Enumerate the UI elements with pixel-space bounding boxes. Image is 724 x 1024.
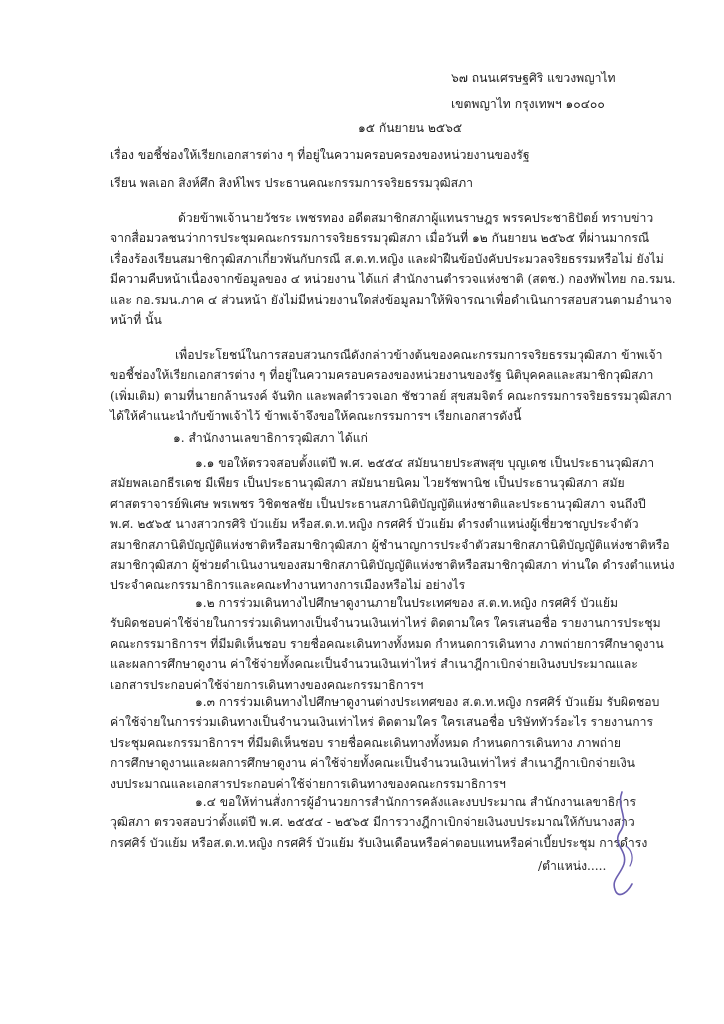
item-1-3-line: ๑.๓ การร่วมเดินทางไปศึกษาดูงานต่างประเทศของ ส.ต.ท.หญิง กรศศิร์ บัวแย้ม รับผิดชอบ (195, 695, 660, 709)
purpose-line: ขอชี้ช่องให้เรียกเอกสารต่าง ๆ ที่อยู่ในความครอบครองของหน่วยงานของรัฐ นิติบุคคลและสมาชิกวุฒิสภา (110, 368, 654, 383)
item-1-2-line: และผลการศึกษาดูงาน ค่าใช้จ่ายทั้งคณะเป็นจำนวนเงินเท่าไหร่ สำเนาฎีกาเบิกจ่ายเงินงบประมาณและ (110, 657, 638, 672)
handwritten-initial-signature (604, 788, 640, 898)
item-1-3-line: ค่าใช้จ่ายในการร่วมเดินทางเป็นจำนวนเงินเท่าไหร่ ติดตามใคร ใครเสนอชื่อ บริษัททัวร์อะไร รายงานการ (110, 715, 653, 730)
item-1-1-line: ประจำคณะกรรมาธิการและคณะทำงานทางการเมืองหรือไม่ อย่างไร (110, 578, 466, 593)
item-1-4 (110, 792, 648, 853)
intro-line: มีความคืบหน้าเนื่องจากข้อมูลของ ๔ หน่วยงาน ได้แก่ สำนักงานตำรวจแห่งชาติ (สตช.) กองทัพไทย กอ.รมน. (110, 272, 676, 287)
item-1-2-line: รับผิดชอบค่าใช้จ่ายในการร่วมเดินทางเป็นจำนวนเงินเท่าไหร่ ติดตามใคร ใครเสนอชื่อ รายงานการประชุม (110, 616, 661, 631)
item-1-2-line: เอกสารประกอบค่าใช้จ่ายการเดินทางของคณะกรรมาธิการฯ (110, 677, 424, 692)
item-1-1-line: พ.ศ. ๒๕๖๕ นางสาวกรศิริ บัวแย้ม หรือส.ต.ท.หญิง กรศศิร์ บัวแย้ม ดำรงตำแหน่งผู้เชี่ยวชาญประจำตัว (110, 517, 639, 532)
letter-subject: เรื่อง ขอชี้ช่องให้เรียกเอกสารต่าง ๆ ที่อยู่ในความครอบครองของหน่วยงานของรัฐ (110, 148, 530, 162)
item-1-3-line: งบประมาณและเอกสารประกอบค่าใช้จ่ายการเดินทางของคณะกรรมาธิการฯ (110, 776, 506, 791)
section-1-heading: ๑. สำนักงานเลขาธิการวุฒิสภา ได้แก่ (173, 431, 368, 445)
item-1-4-line: กรศศิร์ บัวแย้ม หรือส.ต.ท.หญิง กรศศิร์ บัวแย้ม รับเงินเดือนหรือค่าตอบแทนหรือค่าเบี้ยประชุม การดำรง (110, 835, 648, 850)
sender-address-line-1: ๖๗ ถนนเศรษฐศิริ แขวงพญาไท (451, 71, 616, 85)
item-1-2-line: คณะกรรมาธิการฯ ที่มีมติเห็นชอบ รายชื่อคณะเดินทางทั้งหมด กำหนดการเดินทาง ภาพถ่ายการศึกษาดูงาน (110, 636, 664, 651)
item-1-2-line: ๑.๒ การร่วมเดินทางไปศึกษาดูงานภายในประเทศของ ส.ต.ท.หญิง กรศศิร์ บัวแย้ม (195, 596, 619, 610)
item-1-1-line: สมาชิกสภานิติบัญญัติแห่งชาติหรือสมาชิกวุฒิสภา ผู้ชำนาญการประจำตัวสมาชิกสภานิติบัญญัติแห่งชาติหรือ (110, 537, 670, 552)
intro-line: หน้าที่ นั้น (110, 313, 162, 328)
sender-address-line-2: เขตพญาไท กรุงเทพฯ ๑๐๔๐๐ (451, 97, 605, 111)
item-1-1-line: ๑.๑ ขอให้ตรวจสอบตั้งแต่ปี พ.ศ. ๒๕๕๔ สมัยนายประสพสุข บุญเดช เป็นประธานวุฒิสภา (195, 456, 655, 470)
purpose-paragraph (110, 345, 672, 427)
intro-line: และ กอ.รมน.ภาค ๔ ส่วนหน้า ยังไม่มีหน่วยงานใดส่งข้อมูลมาให้พิจารณาเพื่อดำเนินการสอบสวนตามอำนาจ (110, 292, 672, 307)
letter-date: ๑๕ กันยายน ๒๕๖๕ (358, 121, 463, 135)
intro-line: เรื่องร้องเรียนสมาชิกวุฒิสภาเกี่ยวพันกับกรณี ส.ต.ท.หญิง และฝ่าฝืนข้อบังคับประมวลจริยธรรมหรือไม่ ยังไม่ (110, 251, 664, 266)
item-1-3 (110, 692, 660, 794)
intro-line: ด้วยข้าพเจ้านายวัชระ เพชรทอง อดีตสมาชิกสภาผู้แทนราษฎร พรรคประชาธิปัตย์ ทราบข่าว (178, 211, 654, 225)
item-1-3-line: ประชุมคณะกรรมาธิการฯ ที่มีมติเห็นชอบ รายชื่อคณะเดินทางทั้งหมด กำหนดการเดินทาง ภาพถ่าย (110, 735, 622, 750)
item-1-1 (110, 453, 675, 596)
item-1-4-line: ๑.๔ ขอให้ท่านสั่งการผู้อำนวยการสำนักการคลังและงบประมาณ สำนักงานเลขาธิการ (195, 795, 637, 809)
item-1-1-line: ศาสตราจารย์พิเศษ พรเพชร วิชิตชลชัย เป็นประธานสภานิติบัญญัติแห่งชาติและประธานวุฒิสภา จนถึงปี (110, 496, 646, 511)
item-1-1-line: สมัยพลเอกธีรเดช มีเพียร เป็นประธานวุฒิสภา สมัยนายนิคม ไวยรัชพานิช เป็นประธานวุฒิสภา สมัย (110, 476, 625, 491)
purpose-line: (เพิ่มเติม) ตามที่นายกล้านรงค์ จันทิก และพลตำรวจเอก ชัชวาลย์ สุขสมจิตร์ คณะกรรมการจริยธรรมวุฒิสภา (110, 388, 672, 403)
purpose-line: เพื่อประโยชน์ในการสอบสวนกรณีดังกล่าวข้างต้นของคณะกรรมการจริยธรรมวุฒิสภา ข้าพเจ้า (175, 348, 663, 362)
item-1-2 (110, 593, 664, 695)
item-1-1-line: สมาชิกวุฒิสภา ผู้ช่วยดำเนินงานของสมาชิกสภานิติบัญญัติแห่งชาติหรือสมาชิกวุฒิสภา ท่านใด ดำรงตำแหน่ง (110, 558, 675, 573)
intro-paragraph (110, 208, 676, 330)
item-1-3-line: การศึกษาดูงานและผลการศึกษาดูงาน ค่าใช้จ่ายทั้งคณะเป็นจำนวนเงินเท่าไหร่ สำเนาฎีกาเบิกจ่ายเงิน (110, 756, 635, 771)
letter-salutation: เรียน พลเอก สิงห์ศึก สิงห์ไพร ประธานคณะกรรมการจริยธรรมวุฒิสภา (110, 176, 474, 190)
intro-line: จากสื่อมวลชนว่าการประชุมคณะกรรมการจริยธรรมวุฒิสภา เมื่อวันที่ ๑๒ กันยายน ๒๕๖๕ ที่ผ่านมากรณี (110, 231, 650, 246)
purpose-line: ได้ให้คำแนะนำกับข้าพเจ้าไว้ ข้าพเจ้าจึงขอให้คณะกรรมการฯ เรียกเอกสารดังนี้ (110, 409, 522, 424)
continuation-marker: /ตำแหน่ง..... (538, 859, 607, 873)
item-1-4-line: วุฒิสภา ตรวจสอบว่าตั้งแต่ปี พ.ศ. ๒๕๕๔ - ๒๕๖๕ มีการวางฎีกาเบิกจ่ายเงินงบประมาณให้กับนางสาว (110, 815, 635, 830)
